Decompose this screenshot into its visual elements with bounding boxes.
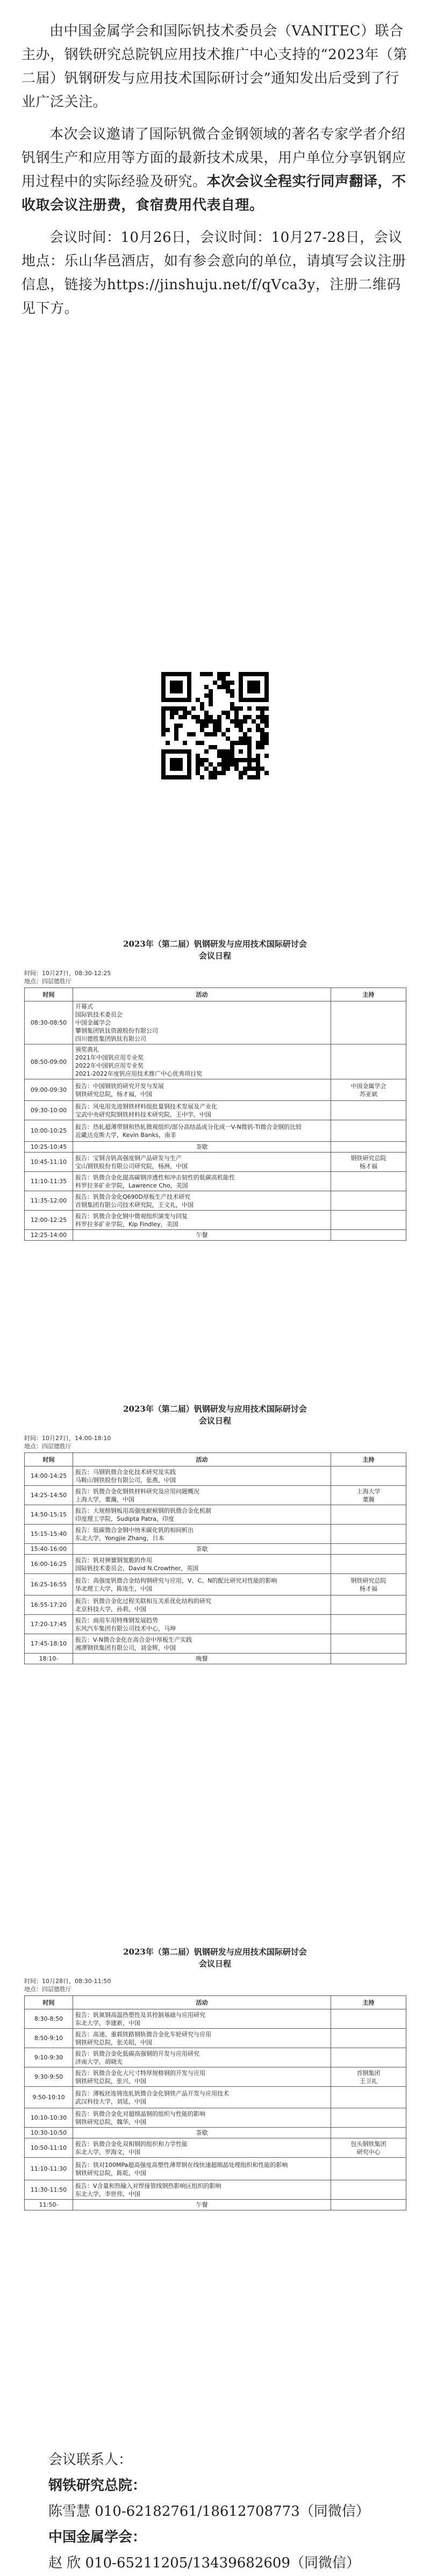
session-host	[331, 1101, 406, 1120]
session-host	[331, 1230, 406, 1241]
session-text: 报告：V-N微合金化在高合金中厚板生产实践 湘潭钢铁集团有限公司，刘金辉，中国	[75, 1636, 192, 1651]
session-activity	[73, 1142, 331, 1153]
schedule-row	[25, 1525, 406, 1544]
session-activity	[73, 1101, 331, 1120]
session-text: 报告：钒微合金化过程关联相互关系优化结构的研究 北京科技大学，孙莉，中国	[75, 1597, 211, 1613]
session-activity	[73, 1079, 331, 1101]
session-host	[331, 2048, 406, 2067]
session-time: 09:00-09:30	[25, 1079, 73, 1101]
session-time: 14:00-14:25	[25, 1466, 73, 1486]
session-activity	[73, 1555, 331, 1574]
intro-paragraph-2-text: 本次会议邀请了国际钒微合金钢领域的著名专家学者介绍钒钢生产和应用等方面的最新技术成果，用户单位分享钒钢应用过程中的实际经验及研究。	[22, 126, 406, 190]
session-host: 钢铁研究总院 杨才福	[331, 1574, 406, 1595]
session-time: 14:50-15:15	[25, 1505, 73, 1525]
schedule-row	[25, 1120, 406, 1142]
schedule-time: 时间：10月27日，14:00-18:10	[24, 1435, 111, 1442]
contact-person-1: 陈雪慧 010-62182761/18612708773（同微信）	[48, 2503, 370, 2520]
session-activity	[73, 2128, 331, 2138]
session-text: 报告：风电用先进钢铁材料组批量钢技术发展及产业化 宝武中央研究院钢铁材料技术研究院，王中学，中国	[75, 1103, 217, 1118]
session-text: 报告：马钢钒微合金化技术研究及实践 马鞍山钢铁股份有限公司，张燕，中国	[75, 1468, 176, 1484]
session-activity	[73, 2009, 331, 2029]
intro-paragraph-1: 由中国金属学会和国际钒技术委员会（VANITEC）联合主办，钢铁研究总院钒应用技术推广中心支持的“2023年（第二届）钒钢研发与应用技术国际研讨会”通知发出后受到了行业广泛关注。	[22, 23, 407, 110]
session-text: 报告：V含量和热输入对焊接管线钢热影响区组织的影响 东北大学，李世伟，中国	[75, 2182, 221, 2198]
schedule-place: 地点：四层德胜厅	[24, 978, 71, 985]
session-text: 晚餐	[196, 1655, 208, 1662]
intro-section	[22, 19, 408, 320]
contacts-section	[48, 2447, 403, 2576]
session-text: 报告：钒微合金化双相钢的组织和力学性能 东北大学，罗海文，中国	[75, 2140, 188, 2156]
session-host	[331, 1211, 406, 1230]
schedule-row	[25, 2009, 406, 2029]
session-text: 报告：钒微合金化钢中微观组织演变与回复 科罗拉多矿业学院，Kip Findley，美国	[75, 1212, 188, 1228]
session-activity	[73, 1595, 331, 1615]
session-time: 9:30-9:50	[25, 2067, 73, 2087]
session-text: 报告：低碳微合金钢中纳米碳化钒的相间析出 东北大学，Yongjie Zhang，日本	[75, 1526, 194, 1542]
session-time: 10:25-10:45	[25, 1142, 73, 1153]
session-time: 12:00-12:25	[25, 1211, 73, 1230]
session-text: 报告：钒微合金化提高碳钢淬透性和冲击韧性的低碳高机能性 科罗拉多矿业学院，Lawrence Cho，美国	[75, 1173, 235, 1189]
session-text: 报告：薄板坯连铸连轧钒微合金化钢铁产品开发与应用技术 武汉科技大学，刘延，中国	[75, 2090, 229, 2105]
session-host	[331, 1466, 406, 1486]
schedule-time: 时间：10月28日，08:30-11:50	[24, 1978, 111, 1985]
session-time: 8:50-9:10	[25, 2029, 73, 2048]
schedule-time: 时间：10月27日，08:30-12:25	[24, 970, 111, 977]
schedule-row	[25, 2180, 406, 2200]
schedule-row	[25, 1001, 406, 1044]
schedule-day1-afternoon	[24, 1403, 406, 1664]
schedule-row	[25, 1654, 406, 1664]
session-time: 8:30-8:50	[25, 2009, 73, 2029]
session-text: 颁奖典礼 2021年中国钒应用专业奖 2022年中国钒应用专业奖 2021-2022年度钒应用技术推广中心优秀项目奖	[75, 1046, 202, 1077]
session-activity	[73, 2067, 331, 2087]
contact-org-1: 钢铁研究总院：	[48, 2478, 147, 2494]
session-activity	[73, 1466, 331, 1486]
schedule-row	[25, 2108, 406, 2128]
column-header: 活动	[73, 988, 331, 1001]
session-activity	[73, 1486, 331, 1505]
session-host	[331, 2108, 406, 2128]
session-host: 包头钢铁集团 研究中心	[331, 2138, 406, 2158]
session-host	[331, 2009, 406, 2029]
schedule-table	[24, 1995, 406, 2210]
schedule-row	[25, 2029, 406, 2048]
session-activity	[73, 1634, 331, 1654]
schedule-row	[25, 1172, 406, 1191]
session-time: 10:30-10:50	[25, 2128, 73, 2138]
session-host: 钢铁研究总院 杨才福	[331, 1153, 406, 1172]
session-text: 报告：商用车用特殊钢发展趋势 东风汽车集团有限公司技术中心，马坤	[75, 1616, 176, 1632]
schedule-row	[25, 1574, 406, 1595]
session-activity	[73, 1001, 331, 1044]
schedule-subtitle: 会议日程	[198, 1416, 231, 1426]
schedule-row	[25, 1544, 406, 1555]
session-time: 9:10-9:30	[25, 2048, 73, 2067]
contact-org-2: 中国金属学会：	[48, 2529, 147, 2545]
session-host	[331, 1525, 406, 1544]
intro-paragraph-3: 会议时间：10月26日，会议时间：10月27-28日，会议地点：乐山华邑酒店，如有参会意向的单位，请填写会议注册信息，链接为https://jinshuju.net/f/qVca3y，注册二维码见下方。	[22, 230, 406, 317]
session-time: 09:30-10:00	[25, 1101, 73, 1120]
session-text: 午餐	[196, 1232, 208, 1239]
session-activity	[73, 1211, 331, 1230]
session-time: 17:45-18:10	[25, 1634, 73, 1654]
schedule-row	[25, 2067, 406, 2087]
session-time: 15:40-16:00	[25, 1544, 73, 1555]
session-time: 10:45-11:10	[25, 1153, 73, 1172]
session-activity	[73, 1654, 331, 1664]
session-text: 茶歇	[196, 1143, 208, 1150]
session-host	[331, 1654, 406, 1664]
session-time: 15:15-15:40	[25, 1525, 73, 1544]
schedule-table	[24, 1452, 406, 1664]
session-time: 11:50-	[25, 2200, 73, 2210]
session-activity	[73, 2048, 331, 2067]
session-time: 17:20-17:45	[25, 1615, 73, 1634]
schedule-row	[25, 1153, 406, 1172]
qr-code-icon	[161, 672, 269, 779]
schedule-place: 地点：四层德胜厅	[24, 1443, 71, 1450]
session-time: 12:25-14:00	[25, 1230, 73, 1241]
schedule-row	[25, 1555, 406, 1574]
schedule-row	[25, 1101, 406, 1120]
session-host	[331, 1191, 406, 1211]
schedule-row	[25, 1230, 406, 1241]
session-host	[331, 1001, 406, 1044]
session-activity	[73, 1544, 331, 1555]
session-host	[331, 1505, 406, 1525]
session-time: 16:55-17:20	[25, 1595, 73, 1615]
session-activity	[73, 2138, 331, 2158]
session-host	[331, 1634, 406, 1654]
session-activity	[73, 1615, 331, 1634]
session-host	[331, 1615, 406, 1634]
column-header: 主持	[331, 1996, 406, 2009]
session-host	[331, 2200, 406, 2210]
session-time: 08:50-09:00	[25, 1044, 73, 1079]
session-text: 报告：钒微合金化大尺寸特厚规格钢的开发与应用 钢铁研究总院，张兴，中国	[75, 2069, 205, 2085]
session-activity	[73, 1120, 331, 1142]
session-activity	[73, 1574, 331, 1595]
session-text: 报告：大规格钢板用高强度耐候钢的钒微合金化机制 印度理工学院，Sudipta Patra，印度	[75, 1507, 211, 1522]
contact-person-2: 赵 欣 010-65211205/13439682609（同微信）	[48, 2555, 360, 2571]
schedule-row	[25, 2158, 406, 2180]
schedule-day1-morning	[24, 938, 406, 1241]
session-text: 午餐	[196, 2201, 208, 2208]
session-host	[331, 1172, 406, 1191]
session-activity	[73, 1044, 331, 1079]
session-text: 报告：钒微合金化钢铁材料研究及应用问题概况 上海大学，董瀚，中国	[75, 1487, 199, 1503]
session-activity	[73, 1230, 331, 1241]
session-activity	[73, 1525, 331, 1544]
session-activity	[73, 2200, 331, 2210]
session-text: 报告：钒对弹簧钢氢脆的作用 国际钒技术委员会，David N.Crowther，英国	[75, 1556, 199, 1572]
session-time: 11:10-11:35	[25, 1172, 73, 1191]
column-header: 活动	[73, 1453, 331, 1466]
session-host	[331, 1595, 406, 1615]
schedule-row	[25, 2138, 406, 2158]
session-time: 18:10-	[25, 1654, 73, 1664]
session-time: 9:50-10:10	[25, 2087, 73, 2108]
column-header: 活动	[73, 1996, 331, 2009]
schedule-row	[25, 1595, 406, 1615]
session-text: 报告：铁对100MPa超高强度高塑性薄带钢在线快速超细晶处理组织和性能的影响 钢铁研究总院，陈乾，中国	[75, 2161, 288, 2177]
session-text: 报告：宝钢含钒高强度钢产品研发与生产 宝山钢铁股份有限公司研究院，杨洲，中国	[75, 1154, 188, 1170]
schedule-row	[25, 2128, 406, 2138]
schedule-table	[24, 988, 406, 1241]
session-host	[331, 1120, 406, 1142]
session-text: 报告：钒微合金化对超细晶钢的组织与性能的影响 钢铁研究总院，魏华，中国	[75, 2110, 205, 2126]
contacts-header: 会议联系人：	[48, 2452, 133, 2468]
session-activity	[73, 2158, 331, 2180]
session-host	[331, 2029, 406, 2048]
session-host	[331, 2087, 406, 2108]
session-text: 报告：热轧超薄带钢和热轧微观组织/部分高结晶成分化成一V-N微钒-Ti微合金钢的比较 近畿达克斯大学，Kevin Banks，南非	[75, 1123, 302, 1139]
session-host	[331, 1142, 406, 1153]
schedule-row	[25, 1142, 406, 1153]
schedule-row	[25, 1486, 406, 1505]
session-text: 茶歇	[196, 1545, 208, 1552]
session-time: 10:10-10:30	[25, 2108, 73, 2128]
session-host	[331, 2158, 406, 2180]
session-host	[331, 1044, 406, 1079]
schedule-title: 2023年（第二届）钒钢研发与应用技术国际研讨会	[123, 1404, 307, 1414]
column-header: 时间	[25, 1996, 73, 2009]
registration-qr-code	[161, 672, 269, 779]
schedule-row	[25, 1466, 406, 1486]
schedule-row	[25, 1079, 406, 1101]
schedule-row	[25, 1505, 406, 1525]
session-text: 报告：中国钢铁的研究开发与发展 钢铁研究总院，杨才福，中国	[75, 1082, 164, 1098]
schedule-header-row	[25, 1996, 406, 2009]
session-activity	[73, 1172, 331, 1191]
session-time: 08:30-08:50	[25, 1001, 73, 1044]
session-host	[331, 2128, 406, 2138]
session-text: 报告：高强度钒微合金结构钢研究与应用，V、C、N的配比研究对性能的影响 华北理工大学，陈连生，中国	[75, 1577, 277, 1592]
session-host	[331, 1544, 406, 1555]
session-host: 中国金属学会 苏亚斌	[331, 1079, 406, 1101]
session-activity	[73, 2180, 331, 2200]
schedule-subtitle: 会议日程	[198, 1959, 231, 1969]
session-host: 首钢集团 王卫礼	[331, 2067, 406, 2087]
column-header: 主持	[331, 1453, 406, 1466]
intro-paragraph-2	[22, 123, 408, 217]
schedule-row	[25, 1044, 406, 1079]
session-time: 11:30-11:50	[25, 2180, 73, 2200]
schedule-row	[25, 1211, 406, 1230]
schedule-title: 2023年（第二届）钒钢研发与应用技术国际研讨会	[123, 939, 307, 949]
session-activity	[73, 2087, 331, 2108]
schedule-subtitle: 会议日程	[198, 951, 231, 961]
column-header: 时间	[25, 1453, 73, 1466]
session-text: 报告：钒微合金化Q690D厚板生产技术研究 首钢集团有限公司技术研究院，王文礼，中国	[75, 1193, 194, 1208]
column-header: 时间	[25, 988, 73, 1001]
session-time: 10:00-10:25	[25, 1120, 73, 1142]
schedule-row	[25, 1634, 406, 1654]
schedule-row	[25, 1615, 406, 1634]
session-host	[331, 1555, 406, 1574]
session-text: 报告：钒氮钢高温热塑性及其控制基础与应用研究 东北大学，李建新，中国	[75, 2011, 205, 2027]
session-time: 11:10-11:30	[25, 2158, 73, 2180]
schedule-row	[25, 1191, 406, 1211]
session-time: 14:25-14:50	[25, 1486, 73, 1505]
session-activity	[73, 2029, 331, 2048]
session-time: 16:25-16:55	[25, 1574, 73, 1595]
session-activity	[73, 2108, 331, 2128]
session-host: 上海大学 董瀚	[331, 1486, 406, 1505]
session-activity	[73, 1153, 331, 1172]
schedule-row	[25, 2200, 406, 2210]
schedule-row	[25, 2048, 406, 2067]
session-text: 茶歇	[196, 2129, 208, 2136]
session-time: 11:35-12:00	[25, 1191, 73, 1211]
schedule-title: 2023年（第二届）钒钢研发与应用技术国际研讨会	[123, 1947, 307, 1957]
schedule-header-row	[25, 1453, 406, 1466]
session-activity	[73, 1191, 331, 1211]
session-time: 10:50-11:10	[25, 2138, 73, 2158]
session-activity	[73, 1505, 331, 1525]
session-time: 16:00-16:25	[25, 1555, 73, 1574]
schedule-header-row	[25, 988, 406, 1001]
session-host	[331, 2180, 406, 2200]
schedule-place: 地点：四层德胜厅	[24, 1986, 71, 1993]
intro-paragraph-2-bold: 本次会议全程实行同声翻译，不收取会议注册费，食宿费用代表自理。	[22, 174, 406, 213]
column-header: 主持	[331, 988, 406, 1001]
schedule-day2-morning	[24, 1946, 406, 2210]
session-text: 报告：高速、重载铁路钢轨微合金化车轮研究与应用 钢铁研究总院，张关昭，中国	[75, 2030, 211, 2046]
session-text: 报告：钒微合金化低碳高强钢的开发与应用研究 济南大学，胡晓光	[75, 2050, 199, 2065]
session-text: 开幕式 国际钒技术委员会 中国金属学会 攀钢集团钒钛资源股份有限公司 四川德胜集团钒钛有限公司	[75, 1003, 158, 1042]
schedule-row	[25, 2087, 406, 2108]
